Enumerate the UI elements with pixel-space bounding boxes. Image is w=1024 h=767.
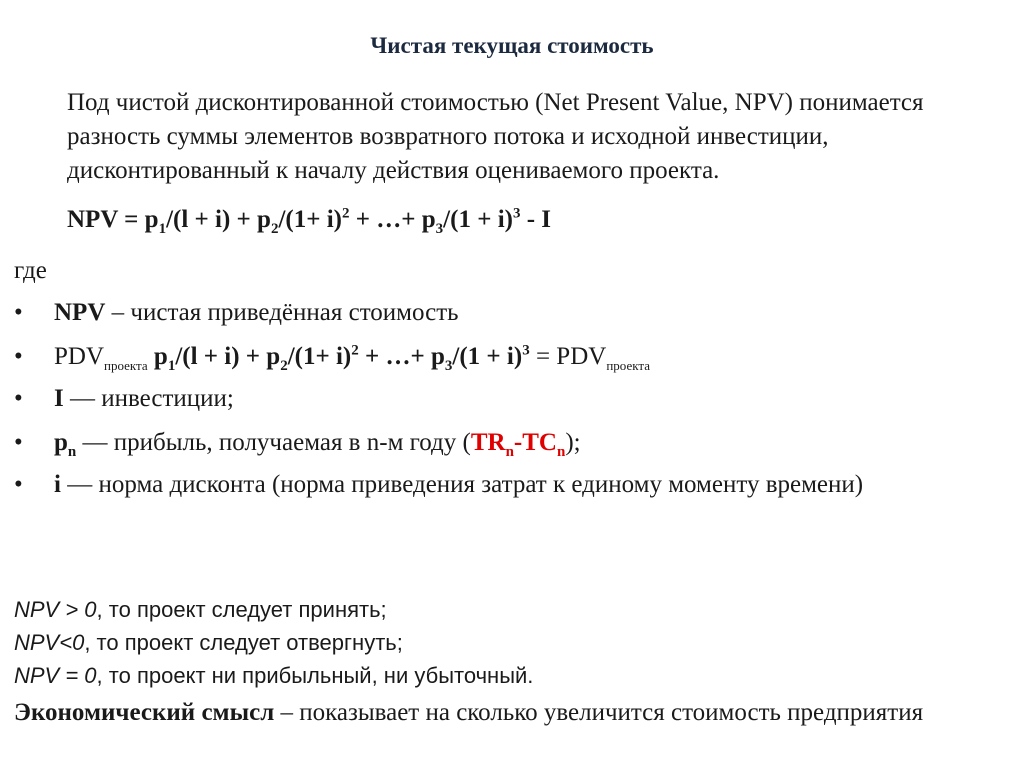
- list-item: • i — норма дисконта (норма приведения затрат к единому моменту времени): [14, 469, 1004, 501]
- bullet-icon: •: [14, 429, 23, 456]
- list-item: • I — инвестиции;: [14, 383, 1004, 415]
- economic-meaning: Экономический смысл – показывает на сколько увеличится стоимость предприятия: [14, 699, 924, 726]
- list-item: • $PDV_{проекта}$ $p_1/(l + i) + p_2/(1+ i)^2$ + …+ $p_3/(1 + i)^3 = PDV_{проекта}$: [14, 342, 650, 374]
- bullet-icon: •: [14, 385, 23, 412]
- where-label: где: [14, 257, 47, 284]
- list-item: • $p_n$ — прибыль, получаемая в n-м году $(TR_n-TC_n)$;: [14, 429, 581, 460]
- bullet-icon: •: [14, 299, 23, 326]
- page-title: Чистая текущая стоимость: [370, 33, 654, 58]
- bullet-icon: •: [14, 343, 23, 370]
- bullet-icon: •: [14, 471, 23, 498]
- rule-line: NPV<0, то проект следует отвергнуть;: [14, 630, 403, 655]
- npv-formula: NPV = $p_1/(l + i) + p_2/(1+ i)^2$ + …+ $p_3/(1 + i)^3 - I$: [67, 205, 552, 237]
- decision-rules: [14, 593, 533, 692]
- rule-line: NPV = 0, то проект ни прибыльный, ни убыточный.: [14, 663, 534, 688]
- definitions-list: [14, 297, 1004, 501]
- definition-paragraph: Под чистой дисконтированной стоимостью (Net Present Value, NPV) понимается разность суммы элементов возвратного потока и исходной инвестиции, дисконтированный к началу действия оцениваемого проекта.: [67, 89, 924, 184]
- rule-line: NPV > 0, то проект следует принять;: [14, 597, 387, 622]
- list-item: • NPV – чистая приведённая стоимость: [14, 297, 1004, 329]
